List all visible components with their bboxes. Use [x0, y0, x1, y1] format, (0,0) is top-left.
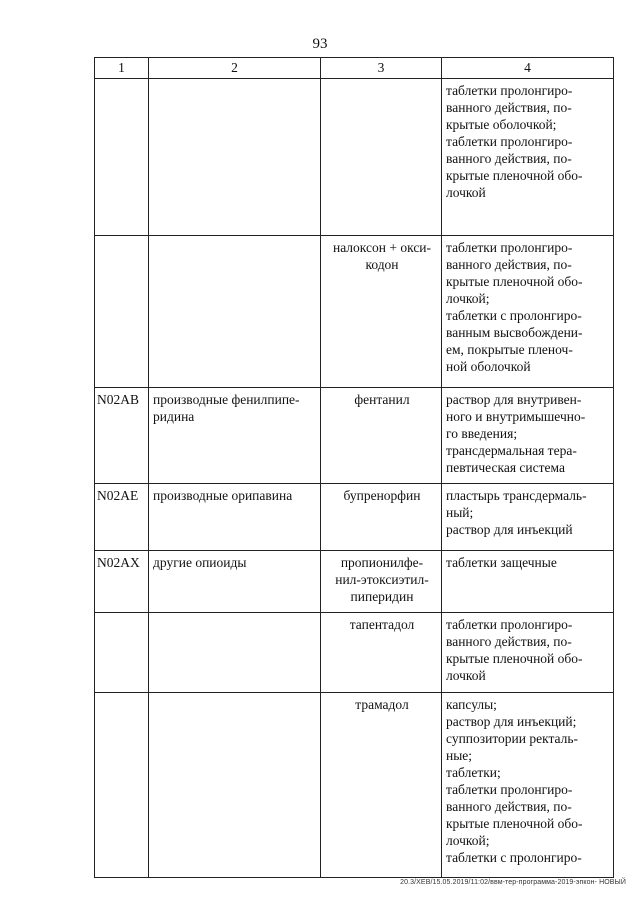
atc-code-cell: N02AX	[95, 551, 149, 613]
dosage-form-line: таблетки пролонгиро-	[446, 617, 573, 632]
dosage-form-line: раствор для инъекций;	[446, 714, 577, 729]
table-row	[95, 236, 614, 388]
dosage-form-line: ванного действия, по-	[446, 257, 572, 272]
table-row	[95, 388, 614, 484]
dosage-form-line: ный;	[446, 505, 474, 520]
drug-table	[94, 57, 614, 878]
dosage-form-line: лочкой	[446, 185, 486, 200]
group-cell	[149, 613, 321, 693]
dosage-form-line: лочкой;	[446, 291, 490, 306]
dosage-form-line: крытые оболочкой;	[446, 117, 557, 132]
dosage-form-line: лочкой;	[446, 833, 490, 848]
atc-code-cell	[95, 613, 149, 693]
group-cell: производные фенилпипе-ридина	[149, 388, 321, 484]
group-cell: производные орипавина	[149, 484, 321, 551]
dosage-form-line: таблетки пролонгиро-	[446, 240, 573, 255]
table-row	[95, 693, 614, 878]
dosage-forms-cell	[442, 613, 614, 693]
header-col-3: 3	[321, 58, 442, 79]
dosage-forms-cell	[442, 693, 614, 878]
dosage-forms-cell	[442, 484, 614, 551]
table-row	[95, 551, 614, 613]
drug-cell: налоксон + окси-кодон	[321, 236, 442, 388]
document-footer-stamp: 20.3/ХЕВ/15.05.2019/11:02/ввм-тер-программа-2019-эпкон- НОВЫЙ	[400, 879, 626, 886]
dosage-form-line: ванным высвобождени-	[446, 325, 583, 340]
dosage-form-line: таблетки пролонгиро-	[446, 134, 573, 149]
dosage-form-line: таблетки пролонгиро-	[446, 782, 573, 797]
dosage-form-line: таблетки с пролонгиро-	[446, 308, 582, 323]
dosage-form-line: ной оболочкой	[446, 359, 531, 374]
dosage-form-line: лочкой	[446, 668, 486, 683]
dosage-form-line: ванного действия, по-	[446, 151, 572, 166]
drug-cell: фентанил	[321, 388, 442, 484]
drug-cell: пропионилфе-нил-этоксиэтил-пиперидин	[321, 551, 442, 613]
dosage-forms-cell	[442, 388, 614, 484]
dosage-form-line: пластырь трансдермаль-	[446, 488, 587, 503]
atc-code-cell	[95, 236, 149, 388]
dosage-form-line: крытые пленочной обо-	[446, 651, 583, 666]
dosage-form-line: крытые пленочной обо-	[446, 816, 583, 831]
dosage-form-line: суппозитории ректаль-	[446, 731, 579, 746]
dosage-form-line: ванного действия, по-	[446, 799, 572, 814]
dosage-form-line: ванного действия, по-	[446, 634, 572, 649]
dosage-form-line: ные;	[446, 748, 473, 763]
atc-code-cell: N02AE	[95, 484, 149, 551]
group-cell: другие опиоиды	[149, 551, 321, 613]
dosage-form-line: таблетки пролонгиро-	[446, 83, 573, 98]
dosage-forms-cell	[442, 551, 614, 613]
atc-code-cell: N02AB	[95, 388, 149, 484]
drug-cell	[321, 79, 442, 236]
header-col-1: 1	[95, 58, 149, 79]
table-row	[95, 79, 614, 236]
dosage-form-line: го введения;	[446, 426, 518, 441]
header-col-4: 4	[442, 58, 614, 79]
table-row	[95, 613, 614, 693]
page-number: 93	[312, 36, 328, 52]
table-row	[95, 484, 614, 551]
dosage-form-line: таблетки защечные	[446, 555, 557, 570]
dosage-forms-cell	[442, 236, 614, 388]
dosage-form-line: капсулы;	[446, 697, 497, 712]
dosage-form-line: раствор для инъекций	[446, 522, 573, 537]
dosage-form-line: крытые пленочной обо-	[446, 168, 583, 183]
group-cell	[149, 236, 321, 388]
group-cell	[149, 693, 321, 878]
drug-cell: трамадол	[321, 693, 442, 878]
dosage-forms-cell	[442, 79, 614, 236]
drug-cell: тапентадол	[321, 613, 442, 693]
group-cell	[149, 79, 321, 236]
table-header-row	[95, 58, 614, 79]
atc-code-cell	[95, 79, 149, 236]
dosage-form-line: певтическая система	[446, 460, 565, 475]
dosage-form-line: таблетки с пролонгиро-	[446, 850, 582, 865]
dosage-form-line: крытые пленочной обо-	[446, 274, 583, 289]
dosage-form-line: ного и внутримышечно-	[446, 409, 586, 424]
dosage-form-line: таблетки;	[446, 765, 501, 780]
dosage-form-line: раствор для внутривен-	[446, 392, 582, 407]
drug-cell: бупренорфин	[321, 484, 442, 551]
dosage-form-line: трансдермальная тера-	[446, 443, 577, 458]
atc-code-cell	[95, 693, 149, 878]
dosage-form-line: ванного действия, по-	[446, 100, 572, 115]
dosage-form-line: ем, покрытые пленоч-	[446, 342, 573, 357]
header-col-2: 2	[149, 58, 321, 79]
